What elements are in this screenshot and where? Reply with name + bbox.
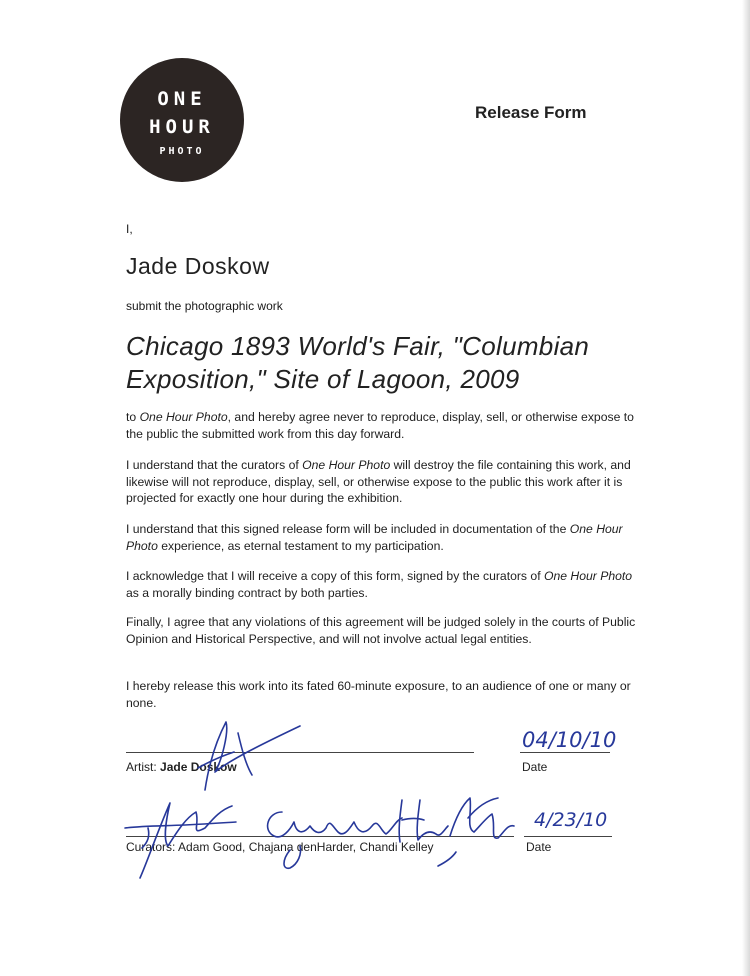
page-edge-shadow	[742, 0, 750, 976]
text: will destroy the file containing this work, and likewise will not reproduce, display, sell, or otherwise expose to the public this work after it is projected for exactly one hour during the exhibition.	[126, 458, 631, 505]
artist-signature-stroke	[238, 733, 252, 775]
logo-line-photo: PHOTO	[159, 146, 205, 157]
form-title: Release Form	[475, 103, 587, 122]
paragraph-documentation	[126, 521, 646, 554]
curator-signature-stroke	[268, 812, 402, 837]
paragraph-release: I hereby release this work into its fated 60-minute exposure, to an audience of one or many or none.	[126, 679, 631, 710]
text-emphasis: One Hour Photo	[139, 410, 228, 424]
curators-handwritten-date: 4/23/10	[534, 809, 608, 831]
curators-signature-line	[126, 836, 514, 837]
text-emphasis: One Hour Photo	[126, 522, 623, 553]
artist-handwritten-date: 04/10/10	[522, 728, 617, 752]
work-title-line-2: Exposition," Site of Lagoon, 2009	[126, 364, 520, 394]
paragraph-agreement	[126, 409, 646, 442]
logo-line-one: ONE	[157, 88, 207, 110]
work-title	[126, 330, 646, 396]
artist-label-text: Artist:	[126, 760, 161, 774]
artist-date-label: Date	[522, 760, 548, 774]
curator-signature-stroke	[468, 798, 498, 818]
paragraph-violations: Finally, I agree that any violations of this agreement will be judged solely in the courts of Public Opinion and Historical Perspective, and will not involve actual legal entities.	[126, 615, 636, 646]
text: experience, as eternal testament to my participation.	[157, 538, 444, 553]
artist-name-heading: Jade Doskow	[126, 253, 270, 279]
curators-date-line	[524, 836, 612, 837]
submit-line: submit the photographic work	[126, 299, 283, 313]
artist-signature-stroke	[205, 722, 300, 790]
artist-date-line	[520, 752, 610, 753]
intro-i: I,	[126, 222, 133, 236]
text: as a morally binding contract by both parties.	[126, 585, 368, 600]
artist-signature-line	[126, 752, 474, 753]
artist-signed-name: Jade Doskow	[160, 760, 237, 774]
text-emphasis: One Hour Photo	[302, 458, 391, 472]
one-hour-photo-logo	[120, 58, 244, 182]
text: to	[126, 410, 140, 424]
paragraph-destroy-file	[126, 457, 646, 507]
curators-date-label: Date	[526, 840, 552, 854]
paragraph-copy	[126, 568, 646, 601]
curator-signature-stroke	[125, 822, 236, 828]
text: I understand that this signed release form will be included in documentation of the	[126, 522, 570, 536]
work-title-line-1: Chicago 1893 World's Fair, "Columbian	[126, 331, 590, 361]
text: I understand that the curators of	[126, 458, 303, 472]
text: I acknowledge that I will receive a copy of this form, signed by the curators of	[126, 569, 544, 583]
curators-label: Curators: Adam Good, Chajana denHarder, Chandi Kelley	[126, 840, 434, 854]
curator-signature-stroke	[438, 852, 456, 866]
text: , and hereby agree never to reproduce, display, sell, or otherwise expose to the public the submitted work from this day forward.	[126, 410, 634, 441]
text-emphasis: One Hour Photo	[543, 569, 633, 583]
curator-signature-stroke	[450, 798, 514, 838]
artist-label	[126, 760, 237, 774]
logo-line-hour: HOUR	[149, 116, 215, 138]
